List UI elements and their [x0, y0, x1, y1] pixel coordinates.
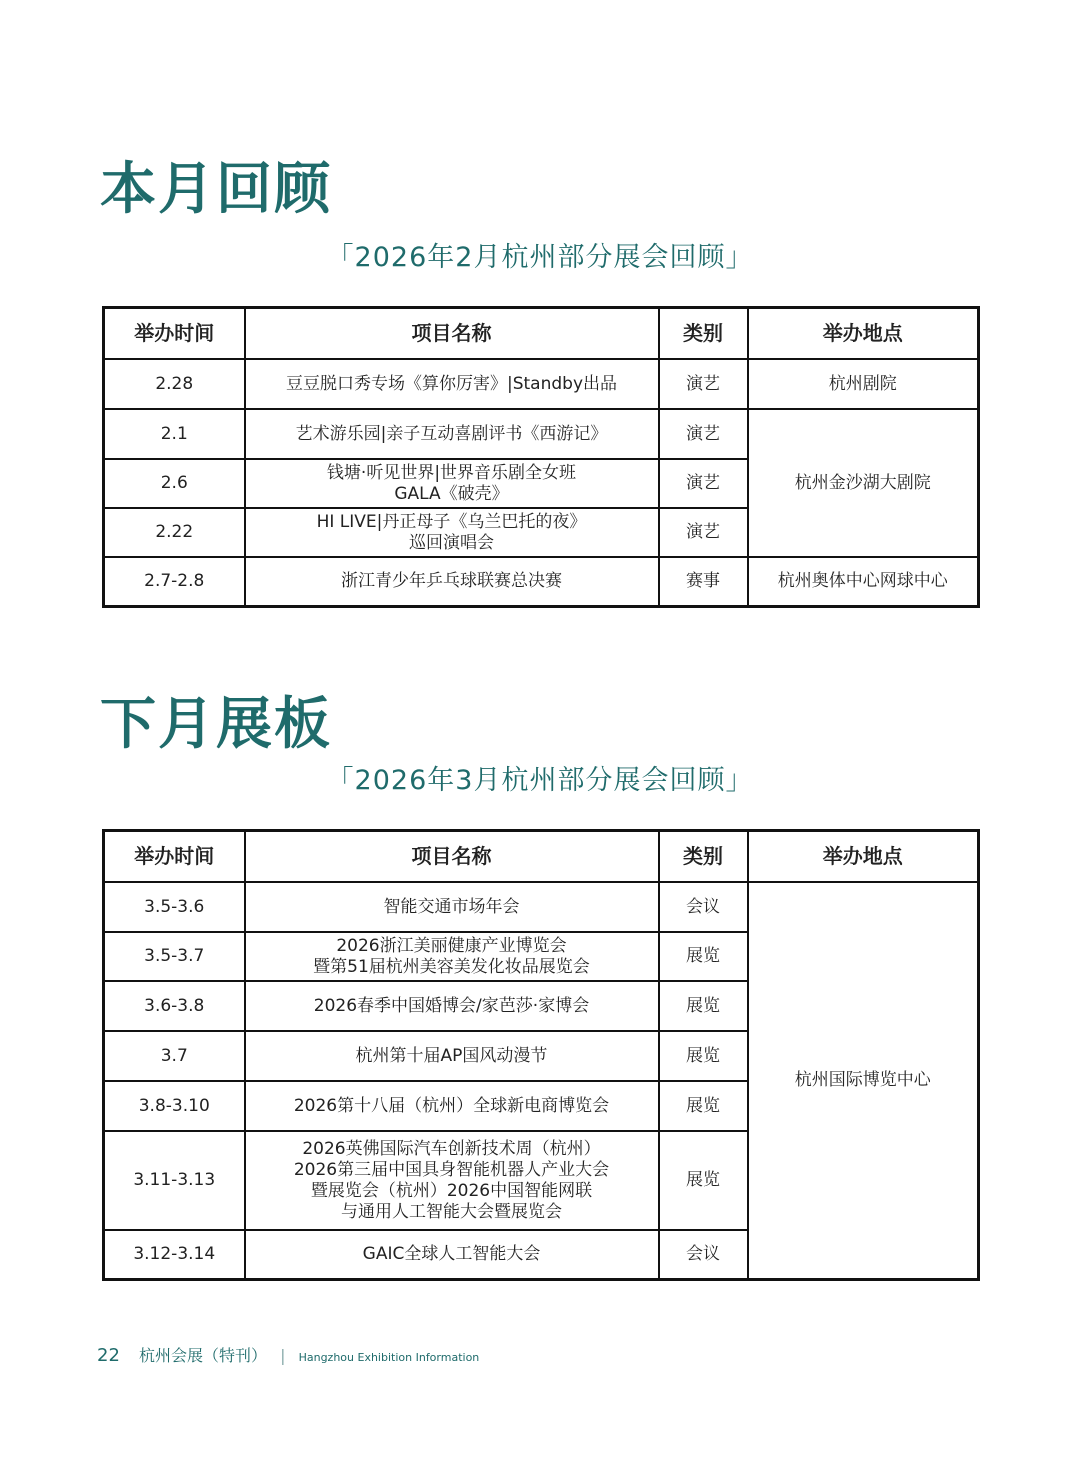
table-row [104, 359, 979, 409]
table-row [104, 409, 979, 459]
header-name: 项目名称 [245, 308, 659, 360]
section2-subtitle: 「2026年3月杭州部分展会回顾」 [326, 765, 754, 796]
event-date: 3.11-3.13 [104, 1131, 245, 1230]
table-row [104, 882, 979, 932]
event-date: 2.1 [104, 409, 245, 459]
event-date: 3.7 [104, 1031, 245, 1081]
event-name: 豆豆脱口秀专场《算你厉害》|Standby出品 [245, 359, 659, 409]
event-name: 浙江青少年乒乓球联赛总决赛 [245, 557, 659, 606]
event-type: 会议 [659, 882, 748, 932]
header-type: 类别 [659, 308, 748, 360]
event-name: HI LIVE|丹正母子《乌兰巴托的夜》 巡回演唱会 [245, 508, 659, 557]
event-name: 2026浙江美丽健康产业博览会 暨第51届杭州美容美发化妆品展览会 [245, 932, 659, 981]
section1-title: 本月回顾 [100, 157, 332, 222]
header-date: 举办时间 [104, 308, 245, 360]
event-venue: 杭州剧院 [748, 359, 979, 409]
event-date: 3.5-3.6 [104, 882, 245, 932]
event-type: 演艺 [659, 409, 748, 459]
event-type: 展览 [659, 1031, 748, 1081]
footer-separator: | [280, 1346, 286, 1365]
event-name: 智能交通市场年会 [245, 882, 659, 932]
header-type: 类别 [659, 831, 748, 883]
event-date: 2.6 [104, 459, 245, 508]
event-venue: 杭州国际博览中心 [748, 882, 979, 1279]
event-date: 3.12-3.14 [104, 1230, 245, 1279]
event-type: 展览 [659, 1081, 748, 1131]
event-type: 展览 [659, 1131, 748, 1230]
event-type: 演艺 [659, 508, 748, 557]
table-header-row [104, 308, 979, 360]
event-type: 演艺 [659, 359, 748, 409]
header-date: 举办时间 [104, 831, 245, 883]
event-type: 赛事 [659, 557, 748, 606]
event-type: 展览 [659, 932, 748, 981]
feb-events-table [102, 306, 980, 608]
section1-subtitle: 「2026年2月杭州部分展会回顾」 [326, 242, 754, 273]
table-row [104, 557, 979, 606]
table-header-row [104, 831, 979, 883]
event-type: 演艺 [659, 459, 748, 508]
event-venue: 杭州奥体中心网球中心 [748, 557, 979, 606]
event-name: 2026春季中国婚博会/家芭莎·家博会 [245, 981, 659, 1031]
event-name: 艺术游乐园|亲子互动喜剧评书《西游记》 [245, 409, 659, 459]
publication-english-name: Hangzhou Exhibition Information [298, 1351, 480, 1364]
event-date: 3.6-3.8 [104, 981, 245, 1031]
header-venue: 举办地点 [748, 831, 979, 883]
event-name: 2026第十八届（杭州）全球新电商博览会 [245, 1081, 659, 1131]
event-type: 展览 [659, 981, 748, 1031]
event-date: 2.22 [104, 508, 245, 557]
event-date: 2.28 [104, 359, 245, 409]
event-name: 2026英佛国际汽车创新技术周（杭州） 2026第三届中国具身智能机器人产业大会 暨展览会（杭州）2026中国智能网联 与通用人工智能大会暨展览会 [245, 1131, 659, 1230]
page-number: 22 [97, 1345, 120, 1366]
page-footer [97, 1343, 479, 1366]
event-venue: 杭州金沙湖大剧院 [748, 409, 979, 557]
section2-title: 下月展板 [100, 692, 332, 757]
event-name: GAIC全球人工智能大会 [245, 1230, 659, 1279]
mar-events-table [102, 829, 980, 1281]
header-venue: 举办地点 [748, 308, 979, 360]
event-type: 会议 [659, 1230, 748, 1279]
event-date: 3.5-3.7 [104, 932, 245, 981]
event-date: 2.7-2.8 [104, 557, 245, 606]
publication-name: 杭州会展（特刊） [139, 1346, 268, 1365]
event-name: 杭州第十届AP国风动漫节 [245, 1031, 659, 1081]
event-date: 3.8-3.10 [104, 1081, 245, 1131]
header-name: 项目名称 [245, 831, 659, 883]
event-name: 钱塘·听见世界|世界音乐剧全女班 GALA《破壳》 [245, 459, 659, 508]
